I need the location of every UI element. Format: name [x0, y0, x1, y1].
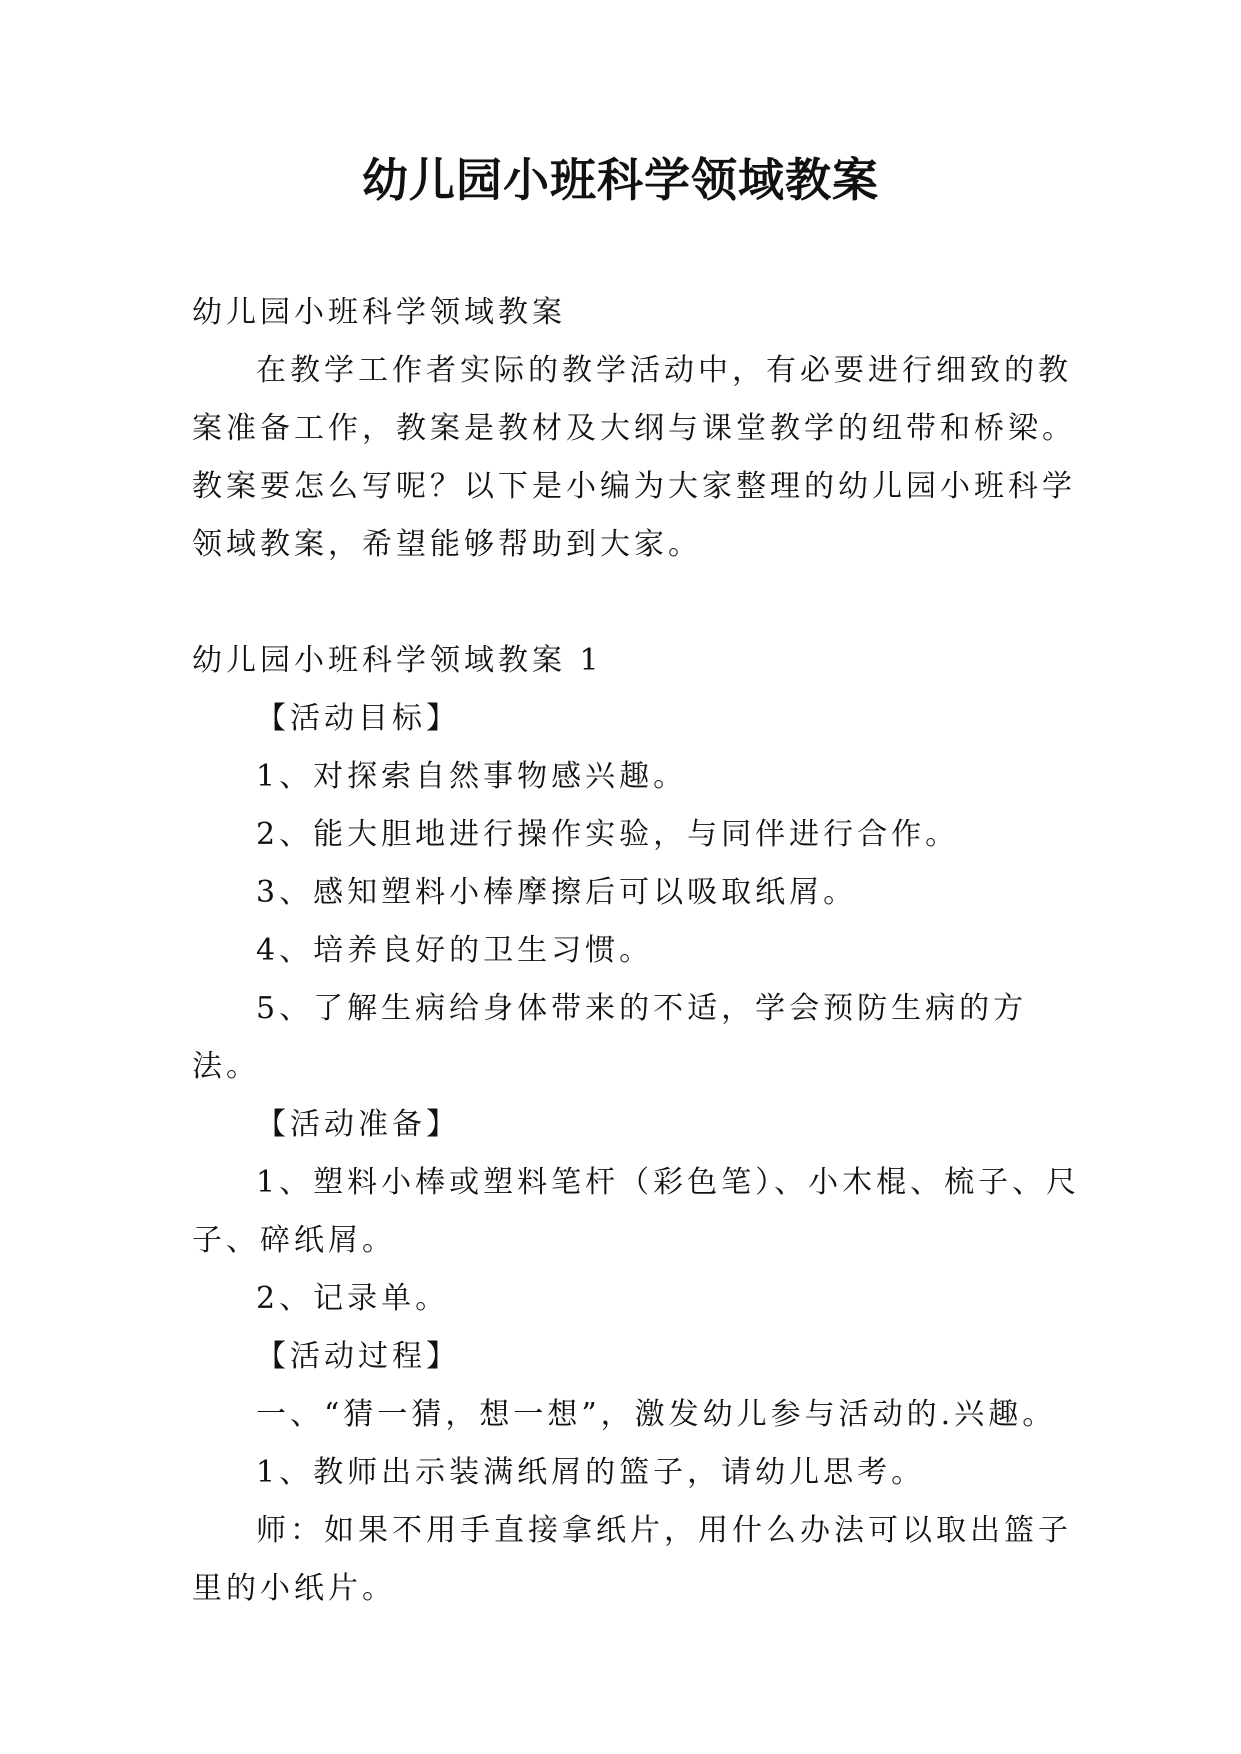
goal-item: 4、培养良好的卫生习惯。	[256, 933, 654, 968]
intro-paragraph: 在教学工作者实际的教学活动中，有必要进行细致的教案准备工作，教案是教材及大纲与课堂教学的纽带和桥梁。教案要怎么写呢？以下是小编为大家整理的幼儿园小班科学领域教案，希望能够帮助到大家。	[192, 353, 1076, 562]
process-item: 师：如果不用手直接拿纸片，用什么办法可以取出篮子里的小纸片。	[192, 1513, 1072, 1606]
process-item: 一、“猜一猜，想一想”，激发幼儿参与活动的.兴趣。	[256, 1397, 1057, 1432]
process-heading: 【活动过程】	[256, 1339, 460, 1374]
section-title: 幼儿园小班科学领域教案 1	[192, 643, 603, 678]
prep-item: 2、记录单。	[256, 1281, 450, 1316]
goal-item: 2、能大胆地进行操作实验，与同伴进行合作。	[256, 817, 960, 852]
document-body	[192, 284, 1082, 1618]
document-title: 幼儿园小班科学领域教案	[362, 153, 879, 207]
goal-item: 3、感知塑料小棒摩擦后可以吸取纸屑。	[256, 875, 858, 910]
goals-heading: 【活动目标】	[256, 701, 460, 736]
intro-heading: 幼儿园小班科学领域教案	[192, 295, 566, 330]
prep-item: 1、塑料小棒或塑料笔杆（彩色笔）、小木棍、梳子、尺子、碎纸屑。	[192, 1165, 1081, 1258]
prep-heading: 【活动准备】	[256, 1107, 460, 1142]
goal-item: 5、了解生病给身体带来的不适，学会预防生病的方法。	[192, 991, 1028, 1084]
goal-item: 1、对探索自然事物感兴趣。	[256, 759, 688, 794]
process-item: 1、教师出示装满纸屑的篮子，请幼儿思考。	[256, 1455, 926, 1490]
